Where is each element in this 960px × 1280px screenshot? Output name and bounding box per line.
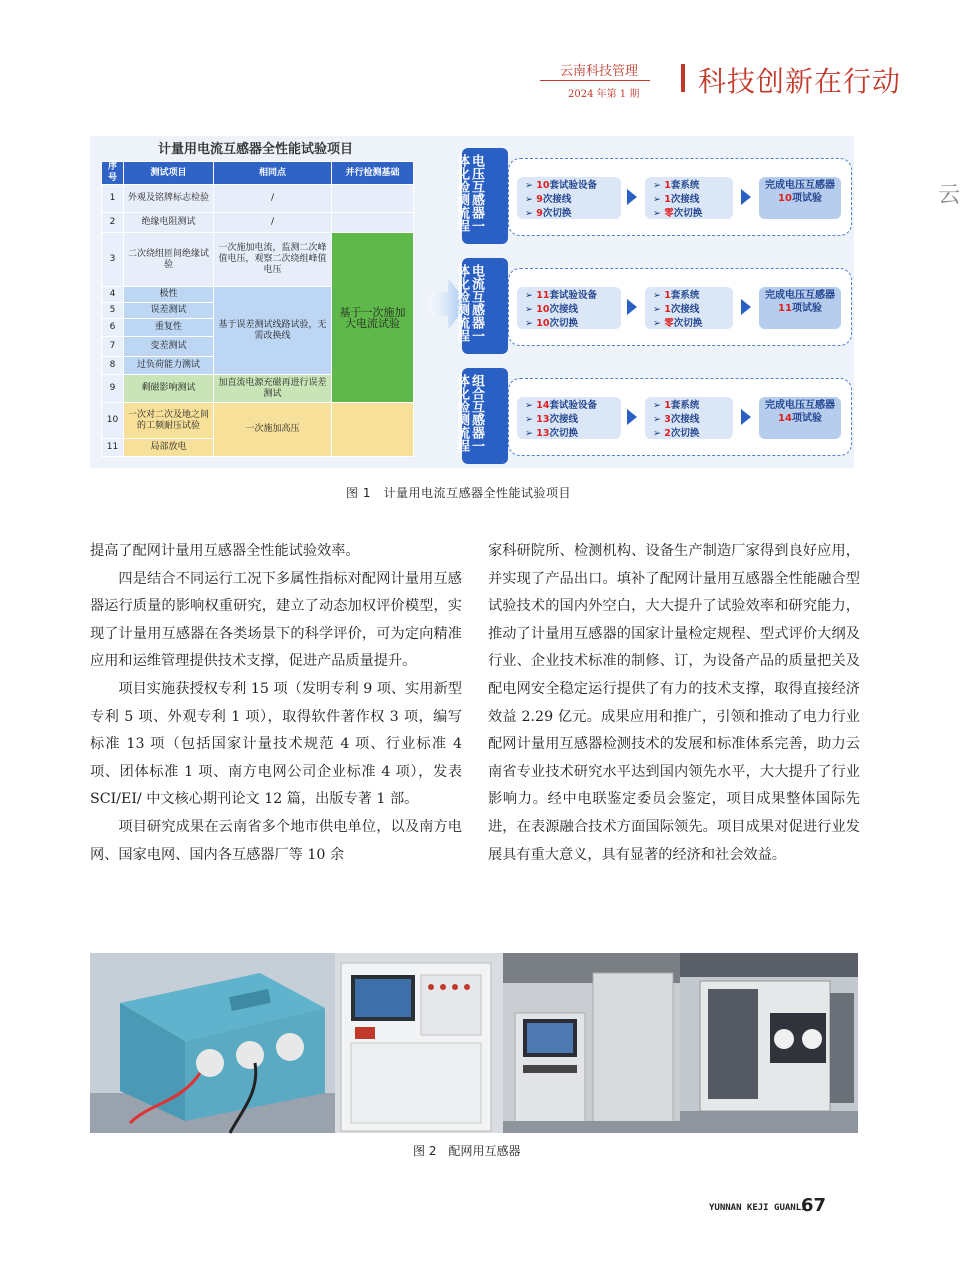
result-number: 11 xyxy=(778,303,792,314)
system-card: ➢ 1套系统 ➢ 1次接线 ➢ 零次切换 xyxy=(645,287,733,329)
highlight-number: 2 xyxy=(664,428,671,439)
line-text: 套试验设备 xyxy=(549,180,598,191)
flow-arrow-icon xyxy=(741,409,751,425)
highlight-number: 10 xyxy=(536,304,550,315)
row-no: 7 xyxy=(102,337,124,357)
body-left-column xyxy=(90,538,462,869)
highlight-number: 1 xyxy=(664,194,671,205)
highlight-number: 10 xyxy=(536,318,550,329)
highlight-number: 14 xyxy=(536,400,550,411)
highlight-number: 1 xyxy=(664,290,671,301)
issue-label: 2024 年第 1 期 xyxy=(568,89,640,100)
row-item: 变差测试 xyxy=(124,337,214,357)
journal-name: 云南科技管理 xyxy=(560,64,639,79)
line-text: 次接线 xyxy=(670,194,700,205)
figure-1-caption: 图 1 计量用电流互感器全性能试验项目 xyxy=(346,486,571,500)
row-item: 绝缘电阻测试 xyxy=(124,213,214,233)
test-cabinet-image xyxy=(335,953,503,1133)
line-text: 套系统 xyxy=(670,290,700,301)
photo-transformer-box xyxy=(90,953,335,1133)
paragraph: 项目实施获授权专利 15 项（发明专利 9 项、实用新型专利 5 项、外观专利 1 项），取得软件著作权 3 项，编写标准 13 项（包括国家计量技术规范 4 项、行业标准 4 项、团体标准 1 项、南方电网公司企业标准 4 项），发表 SCI/EI/ 中文核心期刊论文 12 篇，出版专著 1 部。 xyxy=(90,680,462,808)
paragraph: 家科研院所、检测机构、设备生产制造厂家得到良好应用，并实现了产品出口。填补了配网计量用互感器全性能融合型试验技术的国内外空白，大大提升了试验效率和研究能力，推动了计量用互感器的国家计量检定规程、型式评价大纲及行业、企业技术标准的制修、订，为设备产品的质量把关及配电网安全稳定运行提供了有力的技术支撑，取得直接经济效益 2.29 亿元。成果应用和推广，引领和推动了电力行业配网计量用互感器检测技术的发展和标准体系完善，助力云南省专业技术研究水平达到国内领先水平，大大提升了行业影响力。经中电联鉴定委员会鉴定，项目成果整体国际先进，在表源融合技术方面国际领先。项目成果对促进行业发展具有重大意义，具有显著的经济和社会效益。 xyxy=(488,543,860,863)
flow-arrow-icon xyxy=(627,299,637,315)
line-text: 次切换 xyxy=(673,318,703,329)
table-header-row xyxy=(102,162,414,185)
section-title: 科技创新在行动 xyxy=(698,65,902,98)
col-header: 测试项目 xyxy=(124,162,214,185)
test-bench-image xyxy=(680,953,858,1133)
row-item: 二次绕组匝间绝缘试验 xyxy=(124,233,214,287)
row-basis xyxy=(332,185,414,213)
result-card xyxy=(759,287,841,329)
flow-label-text: 电流互感器一体化检测流程 xyxy=(454,264,484,342)
flow-arrow-icon xyxy=(627,409,637,425)
row-no: 5 xyxy=(102,303,124,319)
control-console-image xyxy=(503,953,680,1133)
footer-journal: YUNNAN KEJI GUANLI xyxy=(709,1203,807,1213)
row-no: 10 xyxy=(102,403,124,439)
line-text: 次接线 xyxy=(542,194,572,205)
result-text-a: 完成电压互感器 xyxy=(765,400,835,411)
line-text: 次切换 xyxy=(673,208,703,219)
result-text-a: 完成电压互感器 xyxy=(765,290,835,301)
col-header: 序号 xyxy=(102,162,124,185)
flow-label xyxy=(454,148,508,244)
row-no: 9 xyxy=(102,375,124,403)
row-same: 加直流电源充磁再进行误差测试 xyxy=(214,375,332,403)
row-same: / xyxy=(214,185,332,213)
body-right-column xyxy=(488,538,860,869)
highlight-number: 9 xyxy=(536,194,543,205)
table-title: 计量用电流互感器全性能试验项目 xyxy=(158,142,354,157)
row-item: 误差测试 xyxy=(124,303,214,319)
table-row xyxy=(102,233,414,287)
row-item: 一次对二次及地之间的工频耐压试验 xyxy=(124,403,214,439)
row-no: 1 xyxy=(102,185,124,213)
flow-panel xyxy=(454,368,852,464)
merged-basis-cell: 基于一次施加大电流试验 xyxy=(332,233,414,403)
result-number: 14 xyxy=(778,413,792,424)
figure-2-caption: 图 2 配网用互感器 xyxy=(413,1144,521,1158)
paragraph: 四是结合不同运行工况下多属性指标对配网计量用互感器运行质量的影响权重研究，建立了动态加权评价模型，实现了计量用互感器在各类场景下的科学评价，可为定向精准应用和运维管理提供技术支撑，促进产品质量提升。 xyxy=(90,570,462,670)
row-item: 重复性 xyxy=(124,319,214,337)
photo-control-console xyxy=(503,953,680,1133)
flow-box xyxy=(508,158,852,236)
photo-test-bench xyxy=(680,953,858,1133)
highlight-number: 10 xyxy=(536,180,550,191)
result-text-a: 完成电压互感器 xyxy=(765,180,835,191)
row-no: 6 xyxy=(102,319,124,337)
highlight-number: 11 xyxy=(536,290,550,301)
line-text: 次切换 xyxy=(549,318,579,329)
row-basis xyxy=(332,213,414,233)
highlight-number: 9 xyxy=(536,208,543,219)
highlight-number: 零 xyxy=(664,318,674,329)
line-text: 次切换 xyxy=(542,208,572,219)
row-item: 局部放电 xyxy=(124,439,214,457)
result-text-b: 项试验 xyxy=(791,193,822,204)
test-items-table xyxy=(101,161,414,457)
header-rule xyxy=(540,80,650,81)
flow-panel xyxy=(454,148,852,244)
flow-box xyxy=(508,378,852,456)
highlight-number: 零 xyxy=(664,208,674,219)
row-same: 一次施加电流，监测二次峰值电压，观察二次绕组峰值电压 xyxy=(214,233,332,287)
highlight-number: 1 xyxy=(664,304,671,315)
flow-arrow-icon xyxy=(741,189,751,205)
row-item: 剩磁影响测试 xyxy=(124,375,214,403)
row-item: 极性 xyxy=(124,287,214,303)
flow-arrow-icon xyxy=(741,299,751,315)
line-text: 次切换 xyxy=(670,428,700,439)
row-item: 外观及铭牌标志检验 xyxy=(124,185,214,213)
page-number: 67 xyxy=(801,1195,827,1216)
line-text: 套系统 xyxy=(670,180,700,191)
transformer-box-image xyxy=(90,953,335,1133)
merged-same-cell-hv: 一次施加高压 xyxy=(214,403,332,457)
flow-label xyxy=(454,258,508,354)
highlight-number: 3 xyxy=(664,414,671,425)
row-no: 8 xyxy=(102,357,124,375)
result-number: 10 xyxy=(778,193,792,204)
merged-same-cell: 基于误差测试线路试验，无需改换线 xyxy=(214,287,332,375)
flow-box xyxy=(508,268,852,346)
row-basis xyxy=(332,403,414,457)
line-text: 次接线 xyxy=(549,414,579,425)
row-item: 过负荷能力测试 xyxy=(124,357,214,375)
col-header: 相同点 xyxy=(214,162,332,185)
line-text: 次切换 xyxy=(549,428,579,439)
flow-label-text: 组合互感器一体化检测流程 xyxy=(454,374,484,452)
result-text-b: 项试验 xyxy=(791,413,822,424)
highlight-number: 1 xyxy=(664,180,671,191)
result-card xyxy=(759,177,841,219)
line-text: 套试验设备 xyxy=(549,290,598,301)
edge-character: 云 xyxy=(938,183,960,208)
equipment-card: ➢ 11套试验设备 ➢ 10次接线 ➢ 10次切换 xyxy=(517,287,621,329)
row-no: 3 xyxy=(102,233,124,287)
result-text-b: 项试验 xyxy=(791,303,822,314)
row-same: / xyxy=(214,213,332,233)
system-card: ➢ 1套系统 ➢ 3次接线 ➢ 2次切换 xyxy=(645,397,733,439)
highlight-number: 13 xyxy=(536,414,550,425)
table-row xyxy=(102,185,414,213)
highlight-number: 13 xyxy=(536,428,550,439)
table-row xyxy=(102,403,414,439)
line-text: 次接线 xyxy=(670,304,700,315)
line-text: 套系统 xyxy=(670,400,700,411)
section-bar xyxy=(681,64,685,92)
table-row xyxy=(102,213,414,233)
system-card: ➢ 1套系统 ➢ 1次接线 ➢ 零次切换 xyxy=(645,177,733,219)
row-no: 11 xyxy=(102,439,124,457)
row-no: 4 xyxy=(102,287,124,303)
col-header: 并行检测基础 xyxy=(332,162,414,185)
result-card xyxy=(759,397,841,439)
paragraph: 提高了配网计量用互感器全性能试验效率。 xyxy=(90,543,360,559)
row-no: 2 xyxy=(102,213,124,233)
equipment-card: ➢ 14套试验设备 ➢ 13次接线 ➢ 13次切换 xyxy=(517,397,621,439)
flow-arrow-icon xyxy=(627,189,637,205)
line-text: 次接线 xyxy=(670,414,700,425)
highlight-number: 1 xyxy=(664,400,671,411)
paragraph: 项目研究成果在云南省多个地市供电单位，以及南方电网、国家电网、国内各互感器厂等 10 余 xyxy=(90,818,462,863)
flow-panel xyxy=(454,258,852,354)
line-text: 套试验设备 xyxy=(549,400,598,411)
photo-test-cabinet xyxy=(335,953,503,1133)
equipment-card: ➢ 10套试验设备 ➢ 9次接线 ➢ 9次切换 xyxy=(517,177,621,219)
line-text: 次接线 xyxy=(549,304,579,315)
flow-label xyxy=(454,368,508,464)
flow-label-text: 电压互感器一体化检测流程 xyxy=(454,154,484,232)
